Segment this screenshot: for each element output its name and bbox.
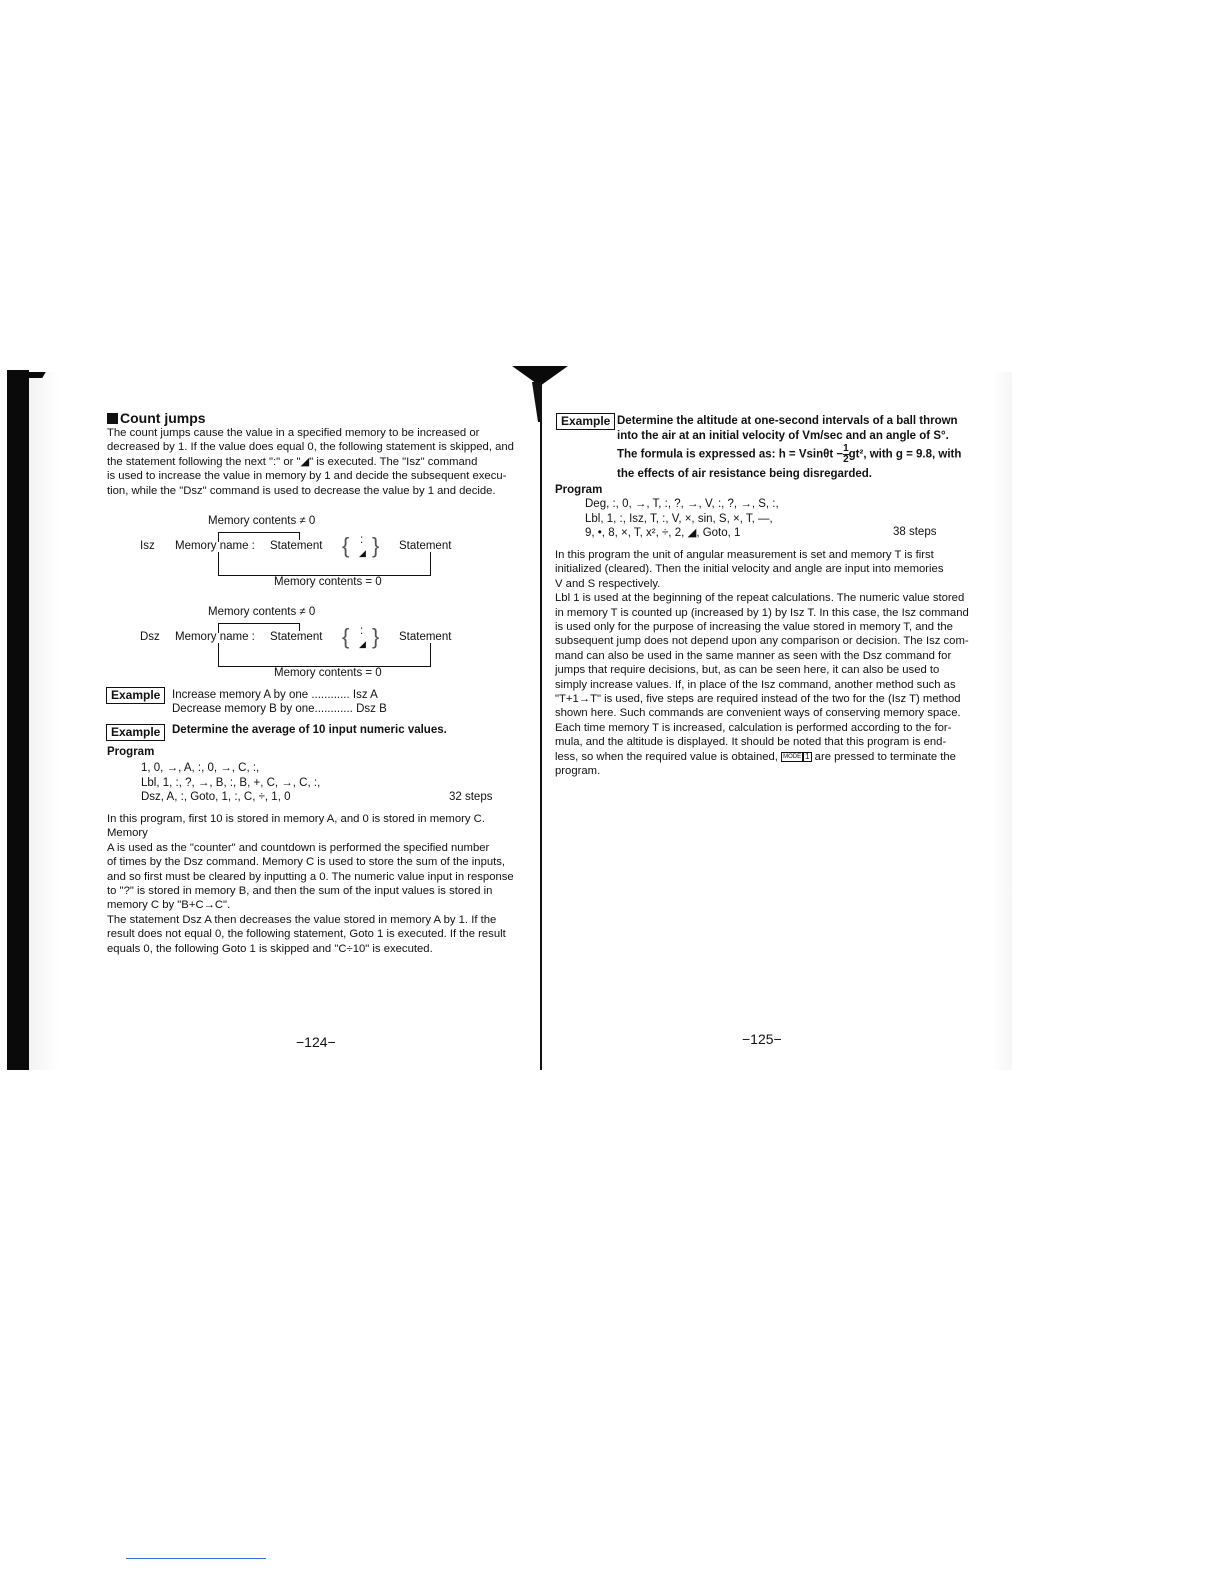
explain-line: The statement Dsz A then decreases the value stored in memory A by 1. If the xyxy=(107,913,497,926)
explain-line: program. xyxy=(555,765,601,778)
scan-edge-tick xyxy=(22,372,45,378)
example1-box xyxy=(106,686,165,704)
fraction-denominator: 2 xyxy=(843,454,849,465)
explain-line: memory C by "B+C→C". xyxy=(107,899,231,912)
explain-line: result does not equal 0, the following statement, Goto 1 is executed. If the result xyxy=(107,928,506,941)
right-program-label: Program xyxy=(555,484,603,496)
explain-line: of times by the Dsz command. Memory C is used to store the sum of the inputs, xyxy=(107,856,506,869)
book-spine xyxy=(540,378,542,1070)
isz-bottom-left-line xyxy=(218,552,219,575)
formula-prefix: The formula is expressed as: h = Vsinθt − xyxy=(617,448,844,461)
left-program-steps: 32 steps xyxy=(449,791,493,803)
isz-command: Isz xyxy=(140,540,155,552)
formula-line xyxy=(617,444,961,465)
explain-line: In this program the unit of angular measurement is set and memory T is first xyxy=(555,549,934,561)
isz-brace-top: : xyxy=(360,534,364,546)
example2-title: Determine the average of 10 input numeric values. xyxy=(172,724,447,736)
intro-line: The count jumps cause the value in a specified memory to be increased or xyxy=(107,427,480,439)
explain-line: shown here. Such commands are convenient ways of conserving memory space. xyxy=(555,707,961,720)
explain-line: Each time memory T is increased, calculation is performed according to the for- xyxy=(555,721,952,734)
explain-line: mand can also be used in the same manner as seen with the Dsz command for xyxy=(555,649,952,662)
example1-line: Decrease memory B by one............ Dsz B xyxy=(172,703,387,716)
explain-line-keys xyxy=(555,750,975,764)
example1-label: Example xyxy=(106,687,165,704)
isz-statement1: Statement xyxy=(270,540,323,552)
explain-line: simply increase values. If, in place of the Isz command, another method such as xyxy=(555,678,956,691)
program-line: Deg, :, 0, →, T, :, ?, →, V, :, ?, →, S, :, xyxy=(585,498,779,510)
bottom-link-underline xyxy=(126,1558,266,1559)
right-example-box xyxy=(556,412,615,430)
program-line: Lbl, 1, :, ?, →, B, :, B, +, C, →, C, :, xyxy=(141,776,321,789)
explain-line: and so first must be cleared by inputting a 0. The numeric value input in response xyxy=(107,870,514,883)
formula-suffix: gt², with g = 9.8, with xyxy=(848,448,962,461)
example1-text xyxy=(172,688,387,717)
dsz-bottom-left-line xyxy=(218,643,219,666)
explain-line: mula, and the altitude is displayed. It should be noted that this program is end- xyxy=(555,736,947,749)
explain-line: equals 0, the following Goto 1 is skipped and "C÷10" is executed. xyxy=(107,942,433,955)
program-line: 1, 0, →, A, :, 0, →, C, :, xyxy=(141,762,260,774)
right-program-listing xyxy=(585,497,779,541)
section-title xyxy=(107,410,206,426)
isz-top-label: Memory contents ≠ 0 xyxy=(208,515,316,527)
isz-memory-name: Memory name : xyxy=(175,540,255,552)
right-page-number: −125− xyxy=(742,1031,782,1047)
isz-top-line xyxy=(218,532,300,533)
intro-line: the statement following the next ":" or "◢" is executed. The "Isz" command xyxy=(107,455,478,468)
one-key-icon: 1 xyxy=(805,751,810,761)
right-program-steps: 38 steps xyxy=(893,526,937,538)
program-line: 9, •, 8, ×, T, x², ÷, 2, ◢, Goto, 1 xyxy=(585,527,741,539)
explain-line: in memory T is counted up (increased by 1) by Isz T. In this case, the Isz command xyxy=(555,606,969,619)
explain-line: Lbl 1 is used at the beginning of the repeat calculations. The numeric value stored xyxy=(555,592,965,605)
explain-line: jumps that require decisions, but, as can be seen here, it can also be used to xyxy=(555,664,940,677)
left-program-label: Program xyxy=(107,746,155,758)
isz-statement2: Statement xyxy=(399,540,452,552)
explain-line: A is used as the "counter" and countdown is performed the specified number xyxy=(107,841,490,854)
explain-line: V and S respectively. xyxy=(555,577,661,590)
right-example-title xyxy=(617,414,958,444)
left-program-listing xyxy=(141,761,320,805)
example2-box xyxy=(106,723,165,741)
dsz-left-brace: { xyxy=(342,624,350,649)
intro-paragraph xyxy=(107,426,527,498)
right-example-label: Example xyxy=(556,413,615,430)
isz-bottom-right-line xyxy=(430,552,431,576)
dsz-statement2: Statement xyxy=(399,631,452,643)
scan-edge-left xyxy=(7,370,29,1070)
program-line: Lbl, 1, :, Isz, T, :, V, ×, sin, S, ×, T, —, xyxy=(585,512,773,525)
dsz-top-label: Memory contents ≠ 0 xyxy=(208,606,316,618)
dsz-brace-bottom: ◢ xyxy=(359,639,366,649)
dsz-right-brace: } xyxy=(372,624,380,649)
example-title-line: Determine the altitude at one-second intervals of a ball thrown xyxy=(617,415,958,427)
isz-right-brace: } xyxy=(372,533,380,558)
explain-line: to "?" is stored in memory B, and then the sum of the input values is stored in xyxy=(107,885,493,898)
program-line: Dsz, A, :, Goto, 1, :, C, ÷, 1, 0 xyxy=(141,791,291,803)
explain-line: subsequent jump does not depend upon any comparison or decision. The Isz com- xyxy=(555,635,969,648)
dsz-top-line xyxy=(218,623,300,624)
example1-line: Increase memory A by one ............ Isz A xyxy=(172,689,378,701)
isz-brace-bottom: ◢ xyxy=(359,548,366,558)
isz-bottom-label: Memory contents = 0 xyxy=(274,576,382,588)
right-explanation xyxy=(555,548,975,779)
section-title-text: Count jumps xyxy=(120,410,206,426)
dsz-bottom-right-line xyxy=(430,643,431,667)
formula-line2: the effects of air resistance being disregarded. xyxy=(617,468,872,480)
example-title-line: into the air at an initial velocity of Vm/sec and an angle of S°. xyxy=(617,430,949,442)
isz-top-right-tick xyxy=(299,532,300,540)
explain-line: "T+1→T" is used, five steps are required instead of the two for the (Isz T) method xyxy=(555,693,961,706)
left-page-number: −124− xyxy=(296,1034,336,1050)
intro-line: tion, while the "Dsz" command is used to decrease the value by 1 and decide. xyxy=(107,484,496,497)
dsz-statement1: Statement xyxy=(270,631,323,643)
explain-line: In this program, first 10 is stored in memory A, and 0 is stored in memory C. Memory xyxy=(107,813,485,840)
mode-key-icon: MODE xyxy=(783,753,802,760)
dsz-bottom-label: Memory contents = 0 xyxy=(274,667,382,679)
dsz-command: Dsz xyxy=(140,631,160,643)
keys-line-suffix: are pressed to terminate the xyxy=(814,750,956,763)
dsz-top-right-tick xyxy=(299,623,300,631)
dsz-brace-top: : xyxy=(360,625,364,637)
explain-line: initialized (cleared). Then the initial velocity and angle are input into memories xyxy=(555,563,944,576)
intro-line: is used to increase the value in memory by 1 and decide the subsequent execu- xyxy=(107,470,507,483)
square-bullet-icon xyxy=(107,413,118,424)
keys-line-prefix: less, so when the required value is obtained, xyxy=(555,750,778,763)
isz-left-brace: { xyxy=(342,533,350,558)
dsz-memory-name: Memory name : xyxy=(175,631,255,643)
example2-label: Example xyxy=(106,724,165,741)
left-explanation xyxy=(107,812,527,956)
intro-line: decreased by 1. If the value does equal 0, the following statement is skipped, and xyxy=(107,441,514,454)
explain-line: is used only for the purpose of increasing the value stored in memory T, and the xyxy=(555,621,953,634)
fraction-numerator: 1 xyxy=(843,443,849,454)
